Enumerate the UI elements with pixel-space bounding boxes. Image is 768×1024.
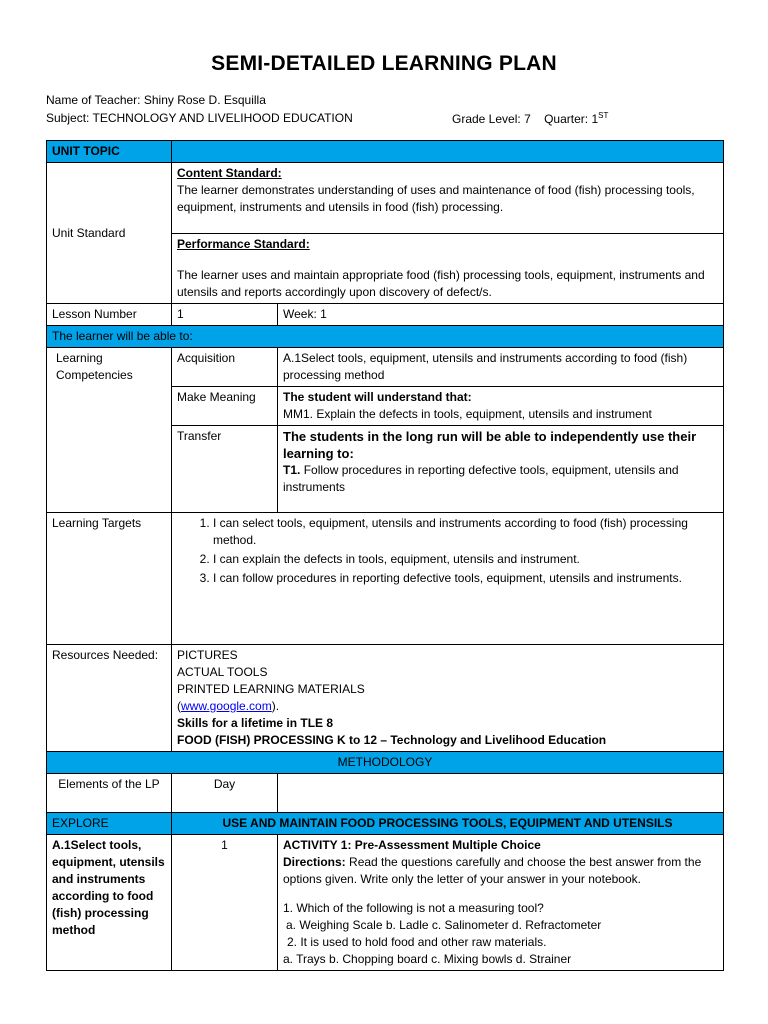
learning-target-item: 2. I can explain the defects in tools, equipment, utensils and instrument.: [213, 551, 718, 568]
activity-title: ACTIVITY 1: Pre-Assessment Multiple Choice: [283, 838, 541, 852]
explore-heading: USE AND MAINTAIN FOOD PROCESSING TOOLS, EQUIPMENT AND UTENSILS: [172, 813, 724, 835]
resource-book: Skills for a lifetime in TLE 8: [177, 716, 334, 730]
lesson-number-label: Lesson Number: [47, 304, 172, 326]
resource-link[interactable]: www.google.com: [181, 699, 272, 713]
question-1: 1. Which of the following is not a measuring tool?: [283, 901, 544, 915]
elements-row: [47, 774, 724, 813]
resources-label: Resources Needed:: [47, 645, 172, 752]
learning-targets-cell: [172, 513, 724, 645]
acquisition-row: [47, 348, 724, 387]
unit-topic-row: [47, 141, 724, 163]
transfer-t1-label: T1.: [283, 463, 301, 477]
activity-row: [47, 835, 724, 971]
teacher-name: Shiny Rose D. Esquilla: [143, 93, 266, 107]
learning-targets-row: [47, 513, 724, 645]
learning-targets-list: [177, 515, 718, 587]
able-to-row: [47, 326, 724, 348]
question-2: 2. It is used to hold food and other raw materials.: [287, 935, 547, 949]
question-1-options: a. Weighing Scale b. Ladle c. Salinometer d. Refractometer: [286, 918, 602, 932]
unit-standard-row: [47, 163, 724, 234]
activity-cell: [278, 835, 724, 971]
day-label: Day: [172, 774, 278, 813]
transfer-cell: [278, 426, 724, 513]
unit-topic-value: [172, 141, 724, 163]
quarter-value: 1: [591, 112, 599, 126]
elements-label: Elements of the LP: [47, 774, 172, 813]
elements-empty: [278, 774, 724, 813]
teacher-label: Name of Teacher:: [46, 93, 141, 107]
make-meaning-heading: The student will understand that:: [283, 390, 472, 404]
subject-name: TECHNOLOGY AND LIVELIHOOD EDUCATION: [92, 111, 353, 125]
lesson-row: [47, 304, 724, 326]
explore-row: [47, 813, 724, 835]
content-standard-text: The learner demonstrates understanding of uses and maintenance of food (fish) processing tools, equipment, instruments and utensils in food (fish) processing.: [177, 183, 695, 214]
make-meaning-cell: [278, 387, 724, 426]
learning-targets-label: Learning Targets: [47, 513, 172, 645]
acquisition-label: Acquisition: [172, 348, 278, 387]
grade-value: 7: [524, 112, 531, 126]
competencies-label: Learning Competencies: [47, 348, 172, 513]
resources-cell: [172, 645, 724, 752]
able-to-label: The learner will be able to:: [47, 326, 724, 348]
lesson-number-value: 1: [172, 304, 278, 326]
transfer-label: Transfer: [172, 426, 278, 513]
make-meaning-label: Make Meaning: [172, 387, 278, 426]
quarter-suffix: ST: [598, 111, 609, 120]
resource-source: FOOD (FISH) PROCESSING K to 12 – Technology and Livelihood Education: [177, 733, 607, 747]
page-title: SEMI-DETAILED LEARNING PLAN: [211, 52, 557, 75]
resource-item: PRINTED LEARNING MATERIALS: [177, 682, 365, 696]
activity-day: 1: [172, 835, 278, 971]
activity-competency: A.1Select tools, equipment, utensils and instruments according to food (fish) processing method: [47, 835, 172, 971]
resource-item: PICTURES: [177, 648, 238, 662]
content-standard-cell: [172, 163, 724, 234]
subject-line: [46, 111, 353, 125]
unit-topic-label: UNIT TOPIC: [47, 141, 172, 163]
link-open: (: [177, 699, 181, 713]
performance-standard-text: The learner uses and maintain appropriate food (fish) processing tools, equipment, instruments and utensils and reports accordingly upon discovery of defect/s.: [177, 268, 705, 299]
teacher-line: [46, 93, 266, 107]
explore-label: EXPLORE: [47, 813, 172, 835]
resource-item: ACTUAL TOOLS: [177, 665, 268, 679]
lesson-week: Week: 1: [278, 304, 724, 326]
performance-standard-cell: [172, 234, 724, 304]
learning-target-item: 3. I can follow procedures in reporting defective tools, equipment, utensils and instruments.: [213, 570, 718, 587]
performance-standard-heading: Performance Standard:: [177, 237, 310, 251]
directions-label: Directions:: [283, 855, 346, 869]
grade-quarter-line: [452, 111, 608, 126]
unit-standard-label: Unit Standard: [47, 163, 172, 304]
quarter-label: Quarter:: [544, 112, 589, 126]
resources-row: [47, 645, 724, 752]
methodology-label: METHODOLOGY: [47, 752, 724, 774]
transfer-heading: The students in the long run will be able to independently use their learning to:: [283, 429, 697, 461]
transfer-text: Follow procedures in reporting defective tools, equipment, utensils and instruments: [283, 463, 679, 494]
acquisition-text: A.1Select tools, equipment, utensils and instruments according to food (fish) processing method: [278, 348, 724, 387]
directions-text: Read the questions carefully and choose the best answer from the options given. Write only the letter of your answer in your notebook.: [283, 855, 702, 886]
grade-label: Grade Level:: [452, 112, 521, 126]
learning-plan-table: [46, 140, 724, 971]
methodology-row: [47, 752, 724, 774]
question-2-options: a. Trays b. Chopping board c. Mixing bowls d. Strainer: [283, 952, 572, 966]
subject-label: Subject:: [46, 111, 90, 125]
link-close: ).: [271, 699, 280, 713]
content-standard-heading: Content Standard:: [177, 166, 282, 180]
make-meaning-text: MM1. Explain the defects in tools, equipment, utensils and instrument: [283, 407, 652, 421]
learning-target-item: 1. I can select tools, equipment, utensils and instruments according to food (fish) processing method.: [213, 515, 718, 549]
